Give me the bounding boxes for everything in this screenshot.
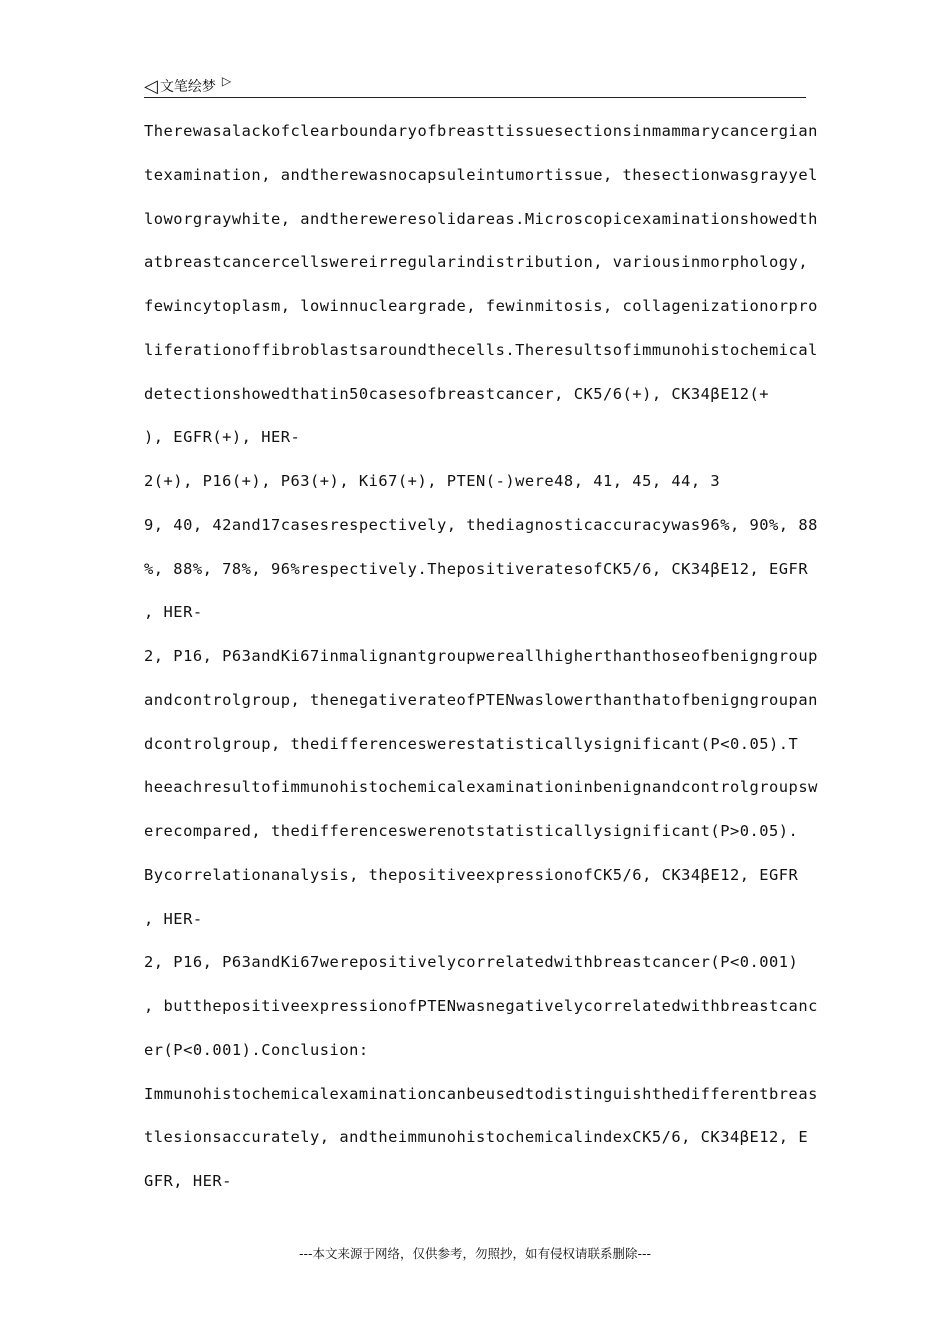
text-line: , HER- [144, 603, 203, 622]
text-line: erecompared, thedifferenceswerenotstatisticallysignificant(P>0.05). [144, 822, 799, 840]
header-divider [144, 97, 806, 98]
text-line: dcontrolgroup, thedifferenceswerestatisticallysignificant(P<0.05).T [144, 734, 799, 753]
text-line: Immunohistochemicalexaminationcanbeusedtodistinguishthedifferentbreas [144, 1084, 818, 1103]
text-line: 2, P16, P63andKi67inmalignantgroupwereallhigherthanthoseofbenigngroup [144, 647, 818, 665]
text-line: 2, P16, P63andKi67werepositivelycorrelatedwithbreastcancer(P<0.001) [144, 953, 799, 972]
text-line: atbreastcancercellswereirregularindistribution, variousinmorphology, [144, 253, 809, 272]
text-line: tlesionsaccurately, andtheimmunohistochemicalindexCK5/6, CK34βE12, E [144, 1128, 809, 1147]
text-line: er(P<0.001).Conclusion: [144, 1040, 369, 1059]
text-line: GFR, HER- [144, 1172, 232, 1190]
text-line: andcontrolgroup, thenegativerateofPTENwaslowerthanthatofbenigngroupan [144, 690, 818, 709]
text-line: fewincytoplasm, lowinnucleargrade, fewinmitosis, collagenizationorpro [144, 297, 818, 315]
right-triangle-icon: ▷ [221, 74, 232, 88]
abstract-body [144, 110, 818, 1204]
text-line: Bycorrelationanalysis, thepositiveexpressionofCK5/6, CK34βE12, EGFR [144, 865, 799, 884]
text-line: Therewasalackofclearboundaryofbreasttissuesectionsinmammarycancergian [144, 122, 818, 140]
text-line: loworgraywhite, andthereweresolidareas.Microscopicexaminationshowedth [144, 209, 818, 228]
text-line: liferationoffibroblastsaroundthecells.Theresultsofimmunohistochemical [144, 340, 818, 359]
page-footer: ---本文来源于网络，仅供参考，勿照抄，如有侵权请联系删除--- [298, 1246, 652, 1261]
text-line: , butthepositiveexpressionofPTENwasnegativelycorrelatedwithbreastcanc [144, 997, 818, 1015]
header-title: 文笔绘梦 [159, 79, 216, 95]
text-line: texamination, andtherewasnocapsuleintumortissue, thesectionwasgrayyel [144, 165, 818, 184]
page-header [144, 74, 806, 98]
text-line: ), EGFR(+), HER- [144, 428, 301, 447]
text-line: 9, 40, 42and17casesrespectively, thediagnosticaccuracywas96%, 90%, 88 [144, 515, 818, 534]
text-line: detectionshowedthatin50casesofbreastcancer, CK5/6(+), CK34βE12(+ [144, 384, 770, 403]
text-line: heeachresultofimmunohistochemicalexaminationinbenignandcontrolgroupsw [144, 778, 818, 797]
text-line: %, 88%, 78%, 96%respectively.ThepositiveratesofCK5/6, CK34βE12, EGFR [144, 559, 809, 578]
left-triangle-icon: ◁ [144, 75, 158, 97]
text-line: 2(+), P16(+), P63(+), Ki67(+), PTEN(-)were48, 41, 45, 44, 3 [144, 472, 721, 490]
text-line: , HER- [144, 909, 203, 928]
